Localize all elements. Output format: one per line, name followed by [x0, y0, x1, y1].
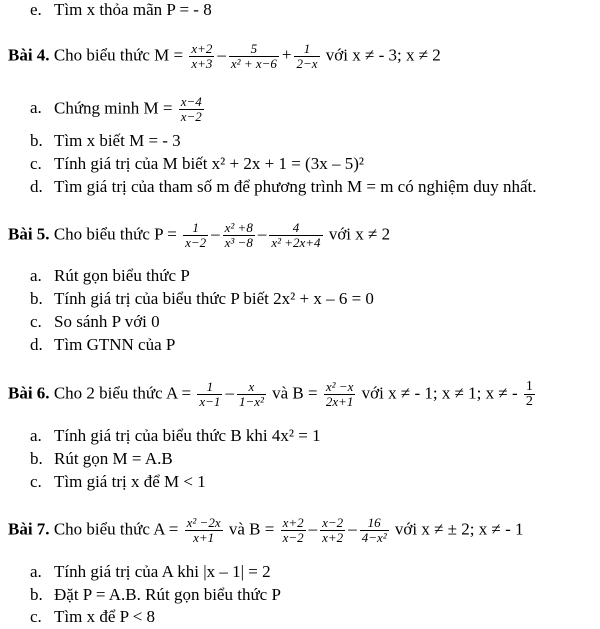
exercise-item	[30, 312, 160, 332]
problem-title: Bài 5.	[8, 224, 50, 244]
item-text: Tìm GTNN của P	[54, 335, 176, 354]
item-text: Tìm x để P < 8	[54, 607, 156, 626]
item-text: Tìm giá trị x để M < 1	[54, 472, 206, 491]
exercise-item	[30, 177, 536, 197]
exercise-item	[30, 0, 212, 20]
fraction: $\frac{x}{\text{1−x²}}$	[238, 379, 264, 409]
exercise-item	[30, 95, 206, 124]
fraction: $\frac{x-2}{x+2}$	[322, 515, 344, 545]
item-label: b.	[30, 131, 43, 150]
problem-intro: Cho biểu thức M =	[53, 45, 184, 65]
item-label: c.	[30, 607, 42, 626]
fraction: $\frac{1}{2-x}$	[296, 41, 318, 71]
item-label: b.	[30, 289, 43, 308]
problem-intro: Cho 2 biểu thức A =	[53, 383, 192, 403]
item-text: Tính giá trị của biểu thức B khi 4x² = 1	[54, 426, 321, 445]
item-text: Tìm x biết M = - 3	[54, 131, 181, 150]
item-label: c.	[30, 154, 42, 173]
problem-title: Bài 7.	[8, 519, 50, 539]
fraction: $\frac{x-4}{x-2}$	[180, 94, 202, 124]
item-label: d.	[30, 177, 43, 196]
fraction: $\frac{\text{x² −x}}{2x+1}$	[325, 379, 354, 409]
exercise-item	[30, 472, 206, 492]
condition: với x ≠ - 1; x ≠ 1; x ≠ -	[361, 383, 518, 403]
problem-6-heading: Bài 6. Cho 2 biểu thức A = $\frac{1}{x-1}$ – $\frac{x}{\text{1−x²}}$ và B = $\frac{\text{x² −x}}{2x+1}$ với x ≠ - 1; x ≠ 1; x ≠ - $\frac{1}{2}$	[8, 379, 533, 409]
item-label: b.	[30, 585, 43, 604]
problem-intro: Cho biểu thức A =	[53, 519, 179, 539]
item-label: c.	[30, 472, 42, 491]
problem-7-heading: Bài 7. Cho biểu thức A = $\frac{\text{x² −2x}}{x+1}$ và B = $\frac{x+2}{x-2}$ – $\frac{x-2}{x+2}$ – $\frac{16}{\text{4−x²}}$ với x ≠ ± 2; x ≠ - 1	[8, 515, 524, 545]
item-text: Rút gọn biểu thức P	[54, 266, 190, 285]
condition: với x ≠ - 3; x ≠ 2	[325, 45, 441, 65]
problem-5-heading: Bài 5. Cho biểu thức P = $\frac{1}{x-2}$ – $\frac{\text{x² +8}}{\text{x³ −8}}$ – $\frac{4}{\text{x² +2x+4}}$ với x ≠ 2	[8, 220, 391, 250]
item-text: Tìm giá trị của tham số m để phương trình M = m có nghiệm duy nhất.	[54, 177, 537, 196]
fraction: $\frac{1}{2}$	[525, 379, 533, 409]
item-text: Chứng minh M =	[54, 98, 173, 118]
fraction: $\frac{4}{\text{x² +2x+4}}$	[271, 220, 321, 250]
conjunction: và B =	[228, 519, 275, 539]
fraction: $\frac{5}{\text{x² + x−6}}$	[230, 41, 277, 71]
exercise-item	[30, 289, 374, 309]
exercise-item	[30, 154, 364, 174]
condition: với x ≠ 2	[328, 224, 391, 244]
item-label: a.	[30, 562, 42, 581]
problem-title: Bài 6.	[8, 383, 50, 403]
fraction: $\frac{1}{x-1}$	[199, 379, 221, 409]
exercise-item	[30, 131, 181, 151]
item-label: d.	[30, 335, 43, 354]
item-label: c.	[30, 312, 42, 331]
fraction: $\frac{\text{x² +8}}{\text{x³ −8}}$	[224, 220, 253, 250]
fraction: $\frac{x+2}{x+3}$	[191, 41, 213, 71]
item-text: Tính giá trị của A khi |x – 1| = 2	[54, 562, 271, 581]
item-label: e.	[30, 0, 42, 19]
item-text: Tính giá trị của biểu thức P biết 2x² + x – 6 = 0	[54, 289, 374, 308]
fraction: $\frac{1}{x-2}$	[185, 220, 207, 250]
item-text: Tính giá trị của M biết x² + 2x + 1 = (3x – 5)²	[54, 154, 364, 173]
exercise-item	[30, 449, 173, 469]
exercise-item	[30, 585, 281, 605]
conjunction: và B =	[272, 383, 318, 403]
item-label: a.	[30, 426, 42, 445]
exercise-item	[30, 426, 321, 446]
item-text: So sánh P với 0	[54, 312, 160, 331]
fraction: $\frac{x+2}{x-2}$	[282, 515, 304, 545]
exercise-item	[30, 335, 175, 355]
problem-title: Bài 4.	[8, 45, 50, 65]
problem-intro: Cho biểu thức P =	[53, 224, 177, 244]
problem-4-heading: Bài 4. Cho biểu thức M = $\frac{x+2}{x+3}$ – $\frac{5}{\text{x² + x−6}}$ + $\frac{1}{2-x}$ với x ≠ - 3; x ≠ 2	[8, 41, 441, 71]
exercise-item	[30, 562, 271, 582]
fraction: $\frac{16}{\text{4−x²}}$	[361, 515, 387, 545]
item-text: Đặt P = A.B. Rút gọn biểu thức P	[54, 585, 281, 604]
item-label: b.	[30, 449, 43, 468]
item-text: Rút gọn M = A.B	[54, 449, 173, 468]
item-label: a.	[30, 266, 42, 285]
item-text: Tìm x thỏa mãn P = - 8	[54, 0, 212, 19]
exercise-item	[30, 607, 155, 627]
item-label: a.	[30, 98, 42, 118]
fraction: $\frac{\text{x² −2x}}{x+1}$	[186, 515, 221, 545]
condition: với x ≠ ± 2; x ≠ - 1	[394, 519, 524, 539]
exercise-item	[30, 266, 190, 286]
